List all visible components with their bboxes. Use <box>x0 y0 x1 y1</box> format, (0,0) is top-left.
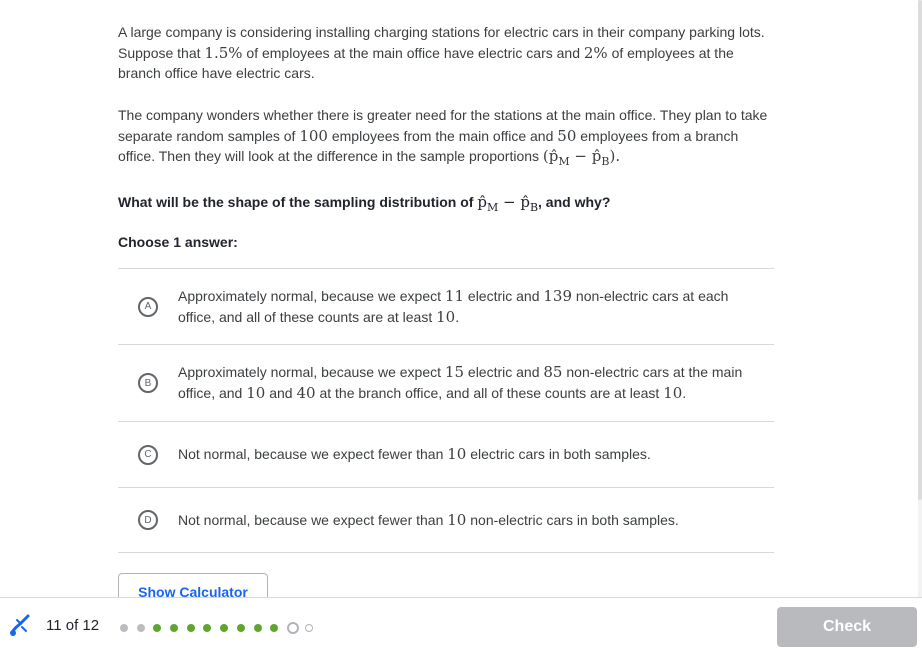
passage-text: employees from a branch office. Then they will look at the difference in the sample proportions <box>118 127 739 164</box>
choice-c-text <box>178 444 667 465</box>
choice-a-text <box>178 286 774 328</box>
choice-b[interactable] <box>118 345 774 422</box>
math-subscript: B <box>529 201 539 214</box>
math-value: 10 <box>436 307 456 326</box>
progress-dot-10 <box>270 624 278 632</box>
math-subscript: B <box>601 155 610 168</box>
math-value: 2% <box>583 43 608 62</box>
choice-d-text <box>178 510 695 531</box>
math-phat: p̂ <box>477 193 487 211</box>
math-value: 10 <box>447 445 467 463</box>
math-phat: p̂ <box>591 147 602 165</box>
practice-icon <box>8 612 34 638</box>
choice-letter-c: C <box>138 445 158 465</box>
choice-text: non-electric cars in both samples. <box>466 511 679 528</box>
math-value: 10 <box>663 384 683 402</box>
choice-c[interactable] <box>118 422 774 488</box>
passage-paragraph-2 <box>118 105 778 173</box>
question-prompt <box>118 192 778 219</box>
math-value: 11 <box>444 286 465 305</box>
math-minus: − <box>498 193 521 211</box>
choice-letter-a: A <box>138 297 158 317</box>
math-value: 50 <box>557 126 577 145</box>
progress-dot-6 <box>203 624 211 632</box>
progress-dot-11 <box>287 622 299 634</box>
choice-text: Not normal, because we expect fewer than <box>178 511 448 528</box>
passage-text: employees from the main office and <box>327 127 558 144</box>
math-value: 85 <box>543 363 563 381</box>
progress-dot-3 <box>153 624 161 632</box>
progress-dot-1 <box>120 624 128 632</box>
choice-text: electric cars in both samples. <box>466 446 651 462</box>
choice-text: non-electric cars at each office, and all of these counts are at least <box>178 287 729 325</box>
choice-a[interactable] <box>118 269 774 345</box>
math-phat: p̂ <box>520 193 530 211</box>
math-subscript: M <box>486 201 499 214</box>
math-value: 15 <box>444 363 465 381</box>
passage-paragraph-1 <box>118 22 778 84</box>
choice-text: non-electric cars at the main office, and <box>178 364 743 401</box>
math-value: 40 <box>296 384 316 402</box>
scrollbar[interactable] <box>918 0 922 597</box>
math-value: 1.5% <box>204 43 243 62</box>
progress-dot-2 <box>137 624 145 632</box>
choice-b-text <box>178 362 774 404</box>
choice-d[interactable] <box>118 488 774 553</box>
choice-text: electric and <box>464 287 544 304</box>
footer-bar <box>0 597 922 650</box>
progress-dot-8 <box>237 624 245 632</box>
passage-text: of employees at the branch office have electric cars. <box>118 44 734 81</box>
choice-text: Approximately normal, because we expect <box>178 287 445 304</box>
math-paren: ). <box>609 147 621 165</box>
proportion-difference-math <box>542 147 621 168</box>
choice-letter-d: D <box>138 510 158 530</box>
math-minus: − <box>569 147 592 165</box>
progress-dot-12 <box>305 624 313 632</box>
answer-choices <box>118 268 774 553</box>
choose-instruction: Choose 1 answer: <box>118 234 238 250</box>
choice-text: . <box>455 308 460 325</box>
progress-dot-9 <box>254 624 262 632</box>
progress-dot-4 <box>170 624 178 632</box>
choice-letter-b: B <box>138 373 158 393</box>
check-button[interactable]: Check <box>777 607 917 647</box>
math-paren: ( <box>542 147 549 165</box>
math-subscript: M <box>558 155 570 168</box>
progress-dot-5 <box>187 624 195 632</box>
choice-text: electric and <box>464 364 544 380</box>
scrollbar-thumb[interactable] <box>918 0 922 500</box>
passage-text: of employees at the main office have electric cars and <box>242 44 584 61</box>
show-calculator-button[interactable]: Show Calculator <box>118 573 268 597</box>
math-value: 10 <box>447 510 467 529</box>
choice-text: . <box>682 385 687 401</box>
passage-text: The company wonders whether there is greater need for the stations at the main office. They plan to take separate random samples of <box>118 107 768 144</box>
question-progress-text: 11 of 12 <box>46 617 100 634</box>
math-value: 139 <box>543 286 573 305</box>
choice-text: Not normal, because we expect fewer than <box>178 446 448 462</box>
choice-text: at the branch office, and all of these counts are at least <box>315 385 664 401</box>
progress-dot-7 <box>220 624 228 632</box>
question-math <box>477 193 539 214</box>
question-text: What will be the shape of the sampling distribution of <box>118 194 478 210</box>
choice-text: Approximately normal, because we expect <box>178 364 445 380</box>
math-value: 10 <box>246 384 266 402</box>
progress-dots <box>120 622 322 634</box>
math-phat: p̂ <box>548 147 559 165</box>
choice-text: and <box>265 385 297 401</box>
passage-text: A large company is considering installing charging stations for electric cars in their company parking lots. Suppose that <box>118 24 765 61</box>
math-value: 100 <box>299 126 328 145</box>
question-text: , and why? <box>538 194 611 210</box>
